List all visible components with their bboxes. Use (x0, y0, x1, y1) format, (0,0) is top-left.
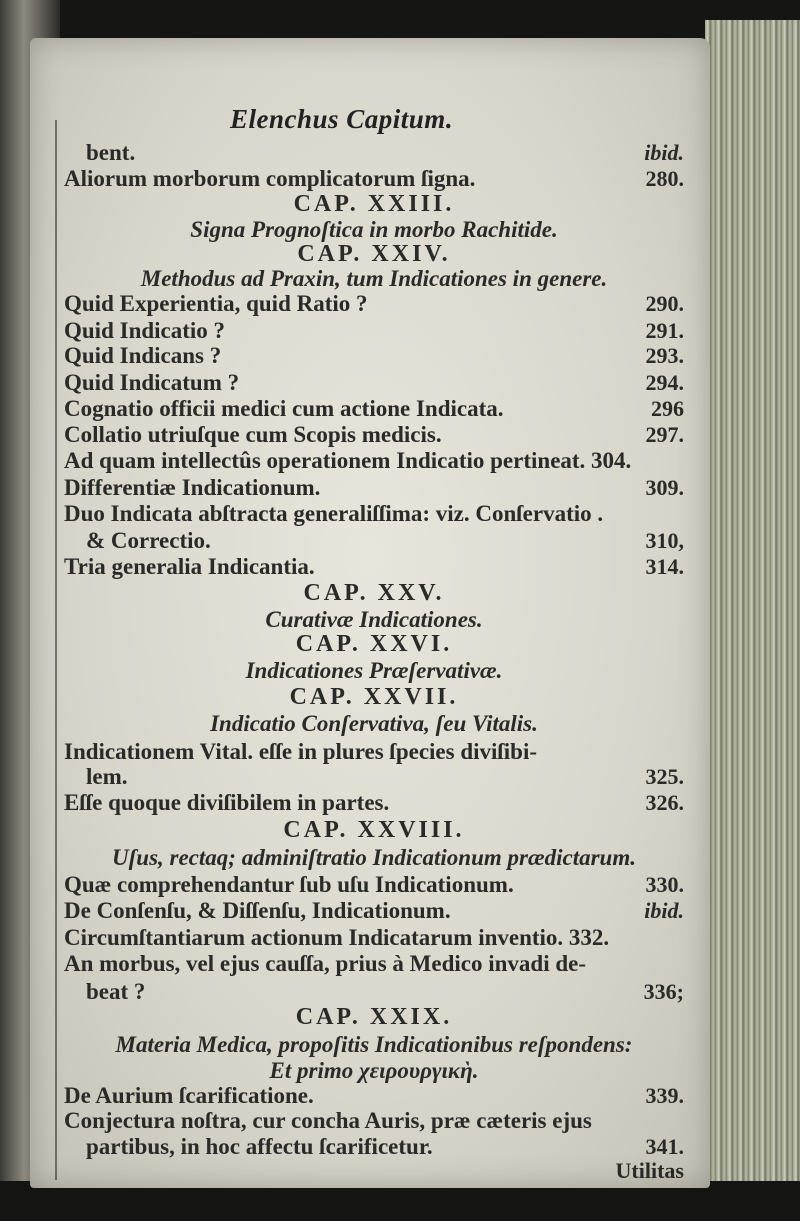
toc-line (64, 1158, 684, 1188)
toc-line (64, 501, 684, 531)
entry-text: Quid Indicatio ? (64, 318, 226, 343)
page-number: 297. (645, 422, 684, 447)
page-number: 309. (645, 475, 684, 500)
entry-text: Quid Experientia, quid Ratio ? (64, 291, 368, 316)
chapter-heading: CAP. XXIII. (293, 191, 455, 217)
entry-text: bent. (86, 140, 136, 165)
chapter-heading: CAP. XXVI. (295, 631, 453, 657)
entry-text: Cognatio officii medici cum actione Indicata. (64, 396, 504, 421)
toc-line (64, 790, 684, 820)
toc-line (64, 631, 684, 661)
entry-text: Collatio utriuſque cum Scopis medicis. (64, 422, 442, 447)
toc-line (64, 580, 684, 610)
page-number: ibid. (644, 140, 684, 165)
toc-line (64, 711, 684, 741)
chapter-heading: CAP. XXV. (303, 580, 445, 606)
page-number: 326. (645, 790, 684, 815)
toc-line (64, 898, 684, 928)
page-number: 294. (645, 370, 684, 395)
entry-text: Duo Indicata abſtracta generaliſſima: viz. Conſervatio . (64, 501, 604, 526)
entry-text: An morbus, vel ejus cauſſa, prius à Medico invadi de- (64, 951, 587, 976)
chapter-title: Curativæ Indicationes. (265, 607, 483, 632)
page-number: 310, (645, 528, 684, 553)
page-number: 280. (645, 166, 684, 191)
chapter-title: Indicatio Conſervativa, ſeu Vitalis. (210, 711, 538, 736)
toc-line (64, 817, 684, 847)
entry-text: Ad quam intellectûs operationem Indicatio pertineat. 304. (64, 448, 632, 473)
entry-text: partibus, in hoc affectu ſcarificetur. (86, 1134, 433, 1159)
entry-text: Quid Indicatum ? (64, 370, 240, 395)
chapter-title: Uſus, rectaq; adminiſtratio Indicationum prædictarum. (112, 845, 636, 870)
page-number: 336; (643, 979, 684, 1004)
toc-line (64, 1004, 684, 1034)
entry-text: Tria generalia Indicantia. (64, 554, 315, 579)
entry-text: De Conſenſu, & Diſſenſu, Indicationum. (64, 898, 451, 923)
page-edges (705, 20, 800, 1221)
entry-text: Eſſe quoque diviſibilem in partes. (64, 790, 390, 815)
entry-text: De Aurium ſcarificatione. (64, 1083, 314, 1108)
running-head: Elenchus Capitum. (230, 104, 454, 134)
chapter-title: Et primo χειρουργικὴ. (269, 1058, 479, 1083)
chapter-heading: CAP. XXIV. (297, 241, 451, 267)
entry-text: lem. (86, 764, 128, 789)
page-number: ibid. (644, 898, 684, 923)
entry-text: Quid Indicans ? (64, 343, 222, 368)
chapter-title: Indicationes Præſervativæ. (245, 658, 503, 683)
toc-line (64, 951, 684, 981)
gutter-line (55, 120, 57, 1180)
page-number: 325. (645, 764, 684, 789)
page-number: 296 (651, 396, 684, 421)
chapter-title: Methodus ad Praxin, tum Indicationes in genere. (140, 266, 608, 291)
toc-line (64, 343, 684, 373)
top-background (0, 0, 800, 40)
page-number: 339. (645, 1083, 684, 1108)
entry-text: beat ? (86, 979, 146, 1004)
page-number: 330. (645, 872, 684, 897)
entry-text: Aliorum morborum complicatorum ſigna. (64, 166, 476, 191)
toc-line (64, 845, 684, 875)
entry-text: Differentiæ Indicationum. (64, 475, 321, 500)
toc-line (64, 684, 684, 714)
page-number: 293. (645, 343, 684, 368)
entry-text: Quæ comprehendantur ſub uſu Indicationum. (64, 872, 514, 897)
chapter-heading: CAP. XXIX. (295, 1004, 453, 1030)
page-number: 291. (645, 318, 684, 343)
page-number: 290. (645, 291, 684, 316)
toc-line (64, 291, 684, 321)
chapter-title: Signa Prognoſtica in morbo Rachitide. (190, 217, 558, 242)
chapter-heading: CAP. XXVIII. (283, 817, 465, 843)
chapter-title: Materia Medica, propoſitis Indicationibus reſpondens: (115, 1032, 633, 1057)
page-number: 341. (645, 1134, 684, 1159)
entry-text: Conjectura noſtra, cur concha Auris, præ cæteris ejus (64, 1108, 592, 1133)
entry-text: Circumſtantiarum actionum Indicatarum inventio. 332. (64, 925, 610, 950)
entry-text: Indicationem Vital. eſſe in plures ſpecies diviſibi- (64, 739, 538, 764)
page-number: 314. (645, 554, 684, 579)
chapter-heading: CAP. XXVII. (289, 684, 459, 710)
toc-line (64, 448, 684, 478)
entry-text: & Correctio. (86, 528, 211, 553)
page-number: Utilitas (615, 1158, 684, 1183)
